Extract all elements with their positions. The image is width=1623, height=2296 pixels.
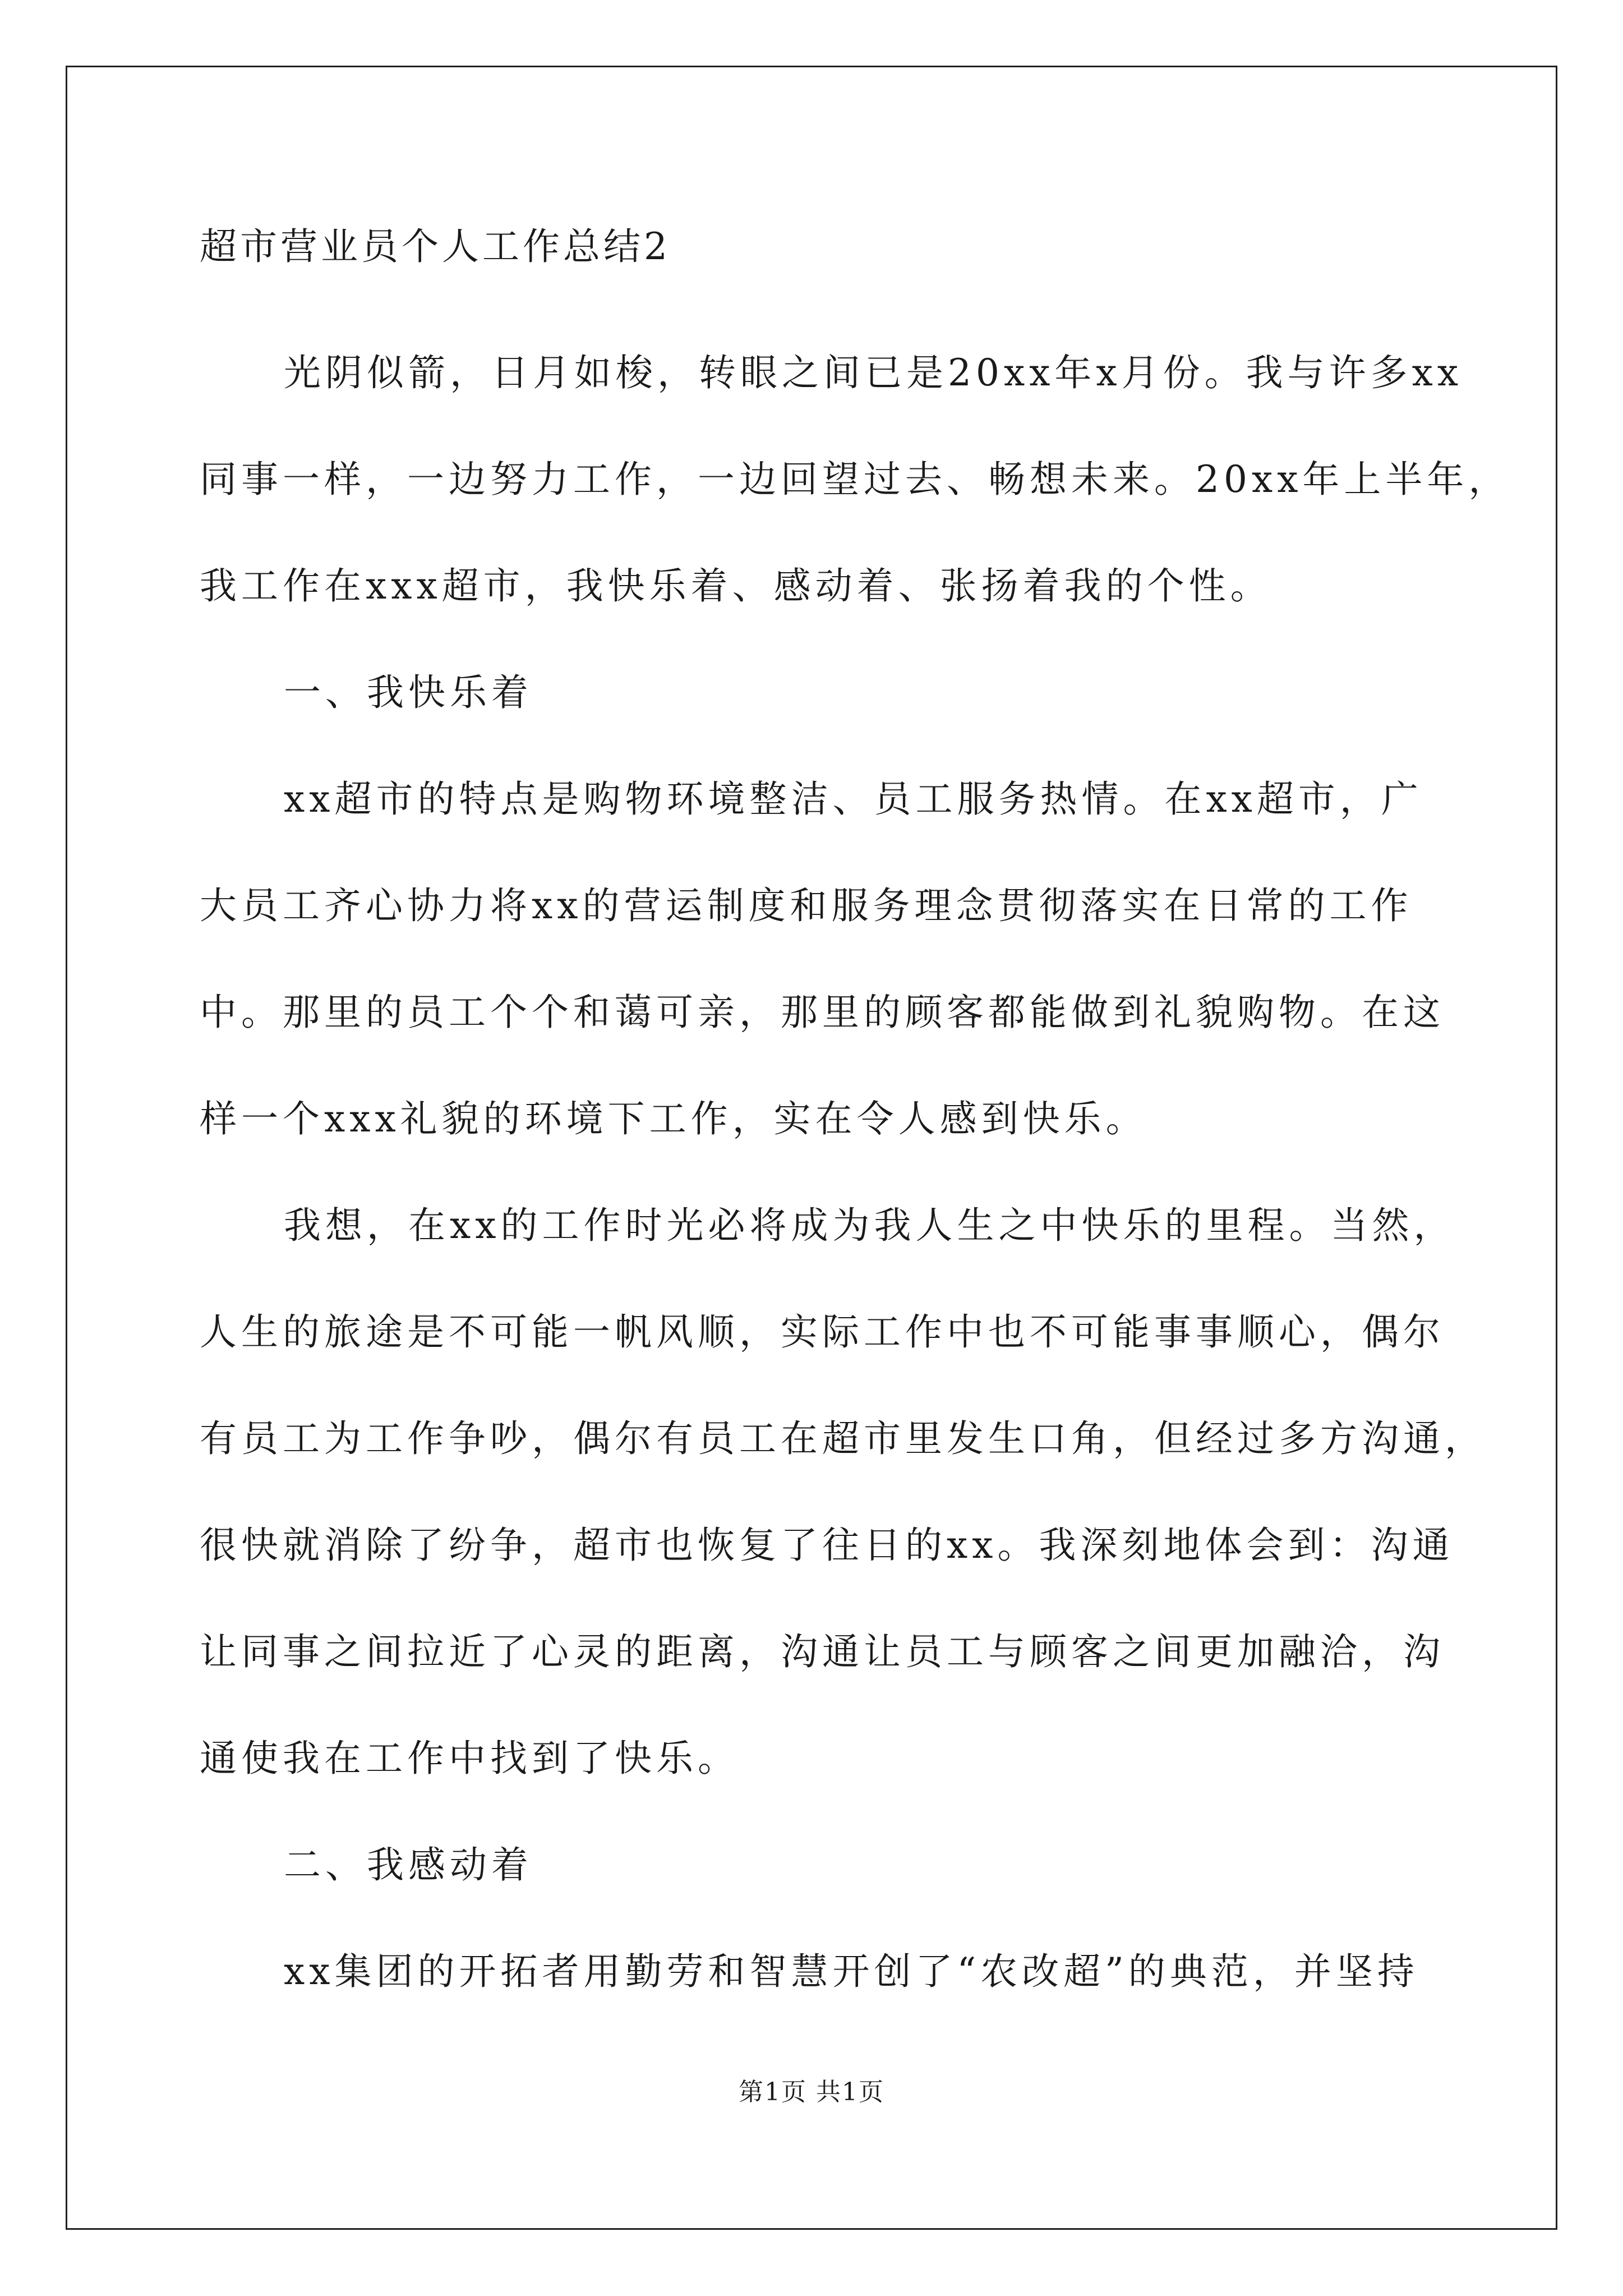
page-footer: 第1页 共1页: [739, 2078, 884, 2106]
paragraph-1-line-2: 同事一样，一边努力工作，一边回望过去、畅想未来。20xx年上半年，: [200, 458, 1510, 501]
paragraph-2-line-4: 样一个xxx礼貌的环境下工作，实在令人感到快乐。: [200, 1097, 1147, 1140]
section-heading-1: 一、我快乐着: [284, 671, 533, 714]
paragraph-3-line-1: 我想，在xx的工作时光必将成为我人生之中快乐的里程。当然，: [284, 1204, 1455, 1247]
paragraph-3-line-5: 让同事之间拉近了心灵的距离，沟通让员工与顾客之间更加融洽，沟: [200, 1630, 1445, 1673]
paragraph-3-line-4: 很快就消除了纷争，超市也恢复了往日的xx。我深刻地体会到：沟通: [200, 1524, 1454, 1567]
paragraph-2-line-1: xx超市的特点是购物环境整洁、员工服务热情。在xx超市，广: [284, 777, 1423, 821]
paragraph-3-line-3: 有员工为工作争吵，偶尔有员工在超市里发生口角，但经过多方沟通，: [200, 1417, 1486, 1460]
paragraph-1-line-3: 我工作在xxx超市，我快乐着、感动着、张扬着我的个性。: [200, 564, 1272, 608]
paragraph-2-line-2: 大员工齐心协力将xx的营运制度和服务理念贯彻落实在日常的工作: [200, 884, 1413, 927]
paragraph-3-line-2: 人生的旅途是不可能一帆风顺，实际工作中也不可能事事顺心，偶尔: [200, 1310, 1445, 1354]
paragraph-2-line-3: 中。那里的员工个个和蔼可亲，那里的顾客都能做到礼貌购物。在这: [200, 991, 1445, 1034]
paragraph-3-line-6: 通使我在工作中找到了快乐。: [200, 1737, 739, 1780]
document-title: 超市营业员个人工作总结2: [200, 225, 671, 268]
section-heading-2: 二、我感动着: [284, 1843, 533, 1887]
paragraph-4-line-1: xx集团的开拓者用勤劳和智慧开创了“农改超”的典范，并坚持: [284, 1950, 1419, 1993]
document-body: [200, 213, 1510, 2025]
paragraph-1-line-1: 光阴似箭，日月如梭，转眼之间已是20xx年x月份。我与许多xx: [284, 351, 1463, 394]
